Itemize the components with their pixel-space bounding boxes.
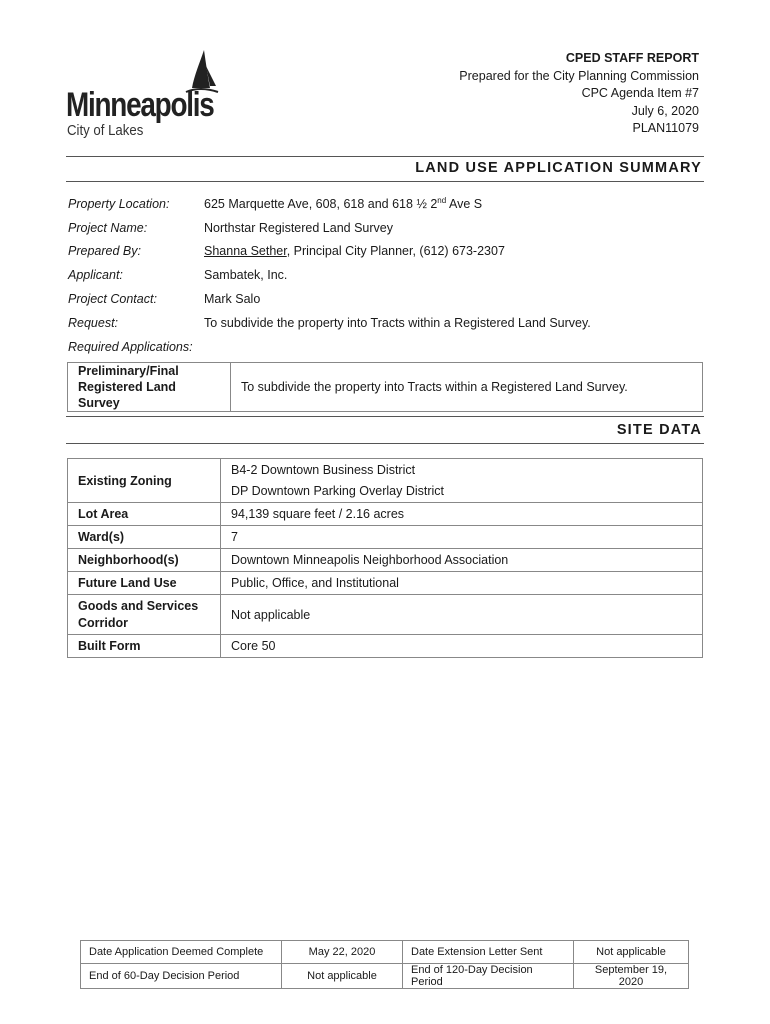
prepared-by-value: Shanna Sether, Principal City Planner, (612) 673-2307 <box>204 244 505 258</box>
date-value: May 22, 2020 <box>282 941 403 964</box>
divider <box>66 156 704 157</box>
divider <box>66 181 704 182</box>
site-value: Public, Office, and Institutional <box>221 572 703 595</box>
report-date: July 6, 2020 <box>631 103 699 118</box>
field-label: Property Location: <box>68 197 170 211</box>
agenda-item: CPC Agenda Item #7 <box>581 86 699 100</box>
report-title: CPED STAFF REPORT <box>565 51 699 65</box>
planner-email-link[interactable]: Shanna Sether <box>204 244 287 258</box>
applicant-value: Sambatek, Inc. <box>204 268 288 282</box>
date-value: September 19, 2020 <box>574 964 689 989</box>
city-logo <box>66 46 226 146</box>
table-row <box>68 572 703 595</box>
request-value: To subdivide the property into Tracts within a Registered Land Survey. <box>204 316 591 330</box>
table-row <box>68 635 703 658</box>
site-key: Built Form <box>68 635 221 658</box>
field-label: Applicant: <box>68 268 123 282</box>
site-value: Core 50 <box>221 635 703 658</box>
applicant-row <box>68 268 704 290</box>
application-name: Preliminary/Final Registered Land Survey <box>68 363 231 412</box>
logo-tagline: City of Lakes <box>67 122 144 139</box>
table-row <box>68 595 703 635</box>
report-header <box>459 50 699 138</box>
site-key: Future Land Use <box>68 572 221 595</box>
decision-dates-table <box>80 940 689 989</box>
date-value: Not applicable <box>282 964 403 989</box>
site-key: Ward(s) <box>68 526 221 549</box>
field-label: Request: <box>68 316 119 330</box>
site-key: Goods and Services Corridor <box>68 595 221 635</box>
applications-table <box>67 362 703 412</box>
site-value: B4-2 Downtown Business District DP Downtown Parking Overlay District <box>221 459 703 503</box>
site-value: Not applicable <box>221 595 703 635</box>
plan-number: PLAN11079 <box>632 121 699 135</box>
application-description: To subdivide the property into Tracts within a Registered Land Survey. <box>231 363 703 412</box>
field-label: Project Contact: <box>68 292 157 306</box>
table-row <box>81 941 689 964</box>
report-prepared-for: Prepared for the City Planning Commission <box>459 68 699 83</box>
field-label: Required Applications: <box>68 340 193 354</box>
field-label: Prepared By: <box>68 244 141 258</box>
project-name-value: Northstar Registered Land Survey <box>204 221 393 235</box>
project-contact-value: Mark Salo <box>204 292 261 306</box>
table-row <box>68 526 703 549</box>
site-key: Neighborhood(s) <box>68 549 221 572</box>
table-row <box>68 549 703 572</box>
table-row <box>81 964 689 989</box>
table-row <box>68 363 703 412</box>
date-label: Date Application Deemed Complete <box>81 941 282 964</box>
site-data-table <box>67 458 703 658</box>
date-label: End of 60-Day Decision Period <box>81 964 282 989</box>
property-location-value: 625 Marquette Ave, 608, 618 and 618 ½ 2nd Ave S <box>204 195 483 211</box>
required-applications-row <box>68 340 704 362</box>
site-key: Existing Zoning <box>68 459 221 503</box>
summary-heading: LAND USE APPLICATION SUMMARY <box>415 160 702 176</box>
project-contact-row <box>68 292 704 314</box>
field-label: Project Name: <box>68 221 148 235</box>
divider <box>66 416 704 417</box>
divider <box>66 443 704 444</box>
property-location-row <box>68 197 704 219</box>
site-data-heading: SITE DATA <box>616 422 702 438</box>
date-value: Not applicable <box>574 941 689 964</box>
site-value: Downtown Minneapolis Neighborhood Association <box>221 549 703 572</box>
prepared-by-row <box>68 244 704 266</box>
table-row <box>68 459 703 503</box>
site-key: Lot Area <box>68 503 221 526</box>
project-name-row <box>68 221 704 243</box>
date-label: End of 120-Day Decision Period <box>403 964 574 989</box>
logo-wordmark: Minneapolis <box>66 86 214 124</box>
table-row <box>68 503 703 526</box>
request-row <box>68 316 704 338</box>
site-value: 94,139 square feet / 2.16 acres <box>221 503 703 526</box>
date-label: Date Extension Letter Sent <box>403 941 574 964</box>
site-value: 7 <box>221 526 703 549</box>
